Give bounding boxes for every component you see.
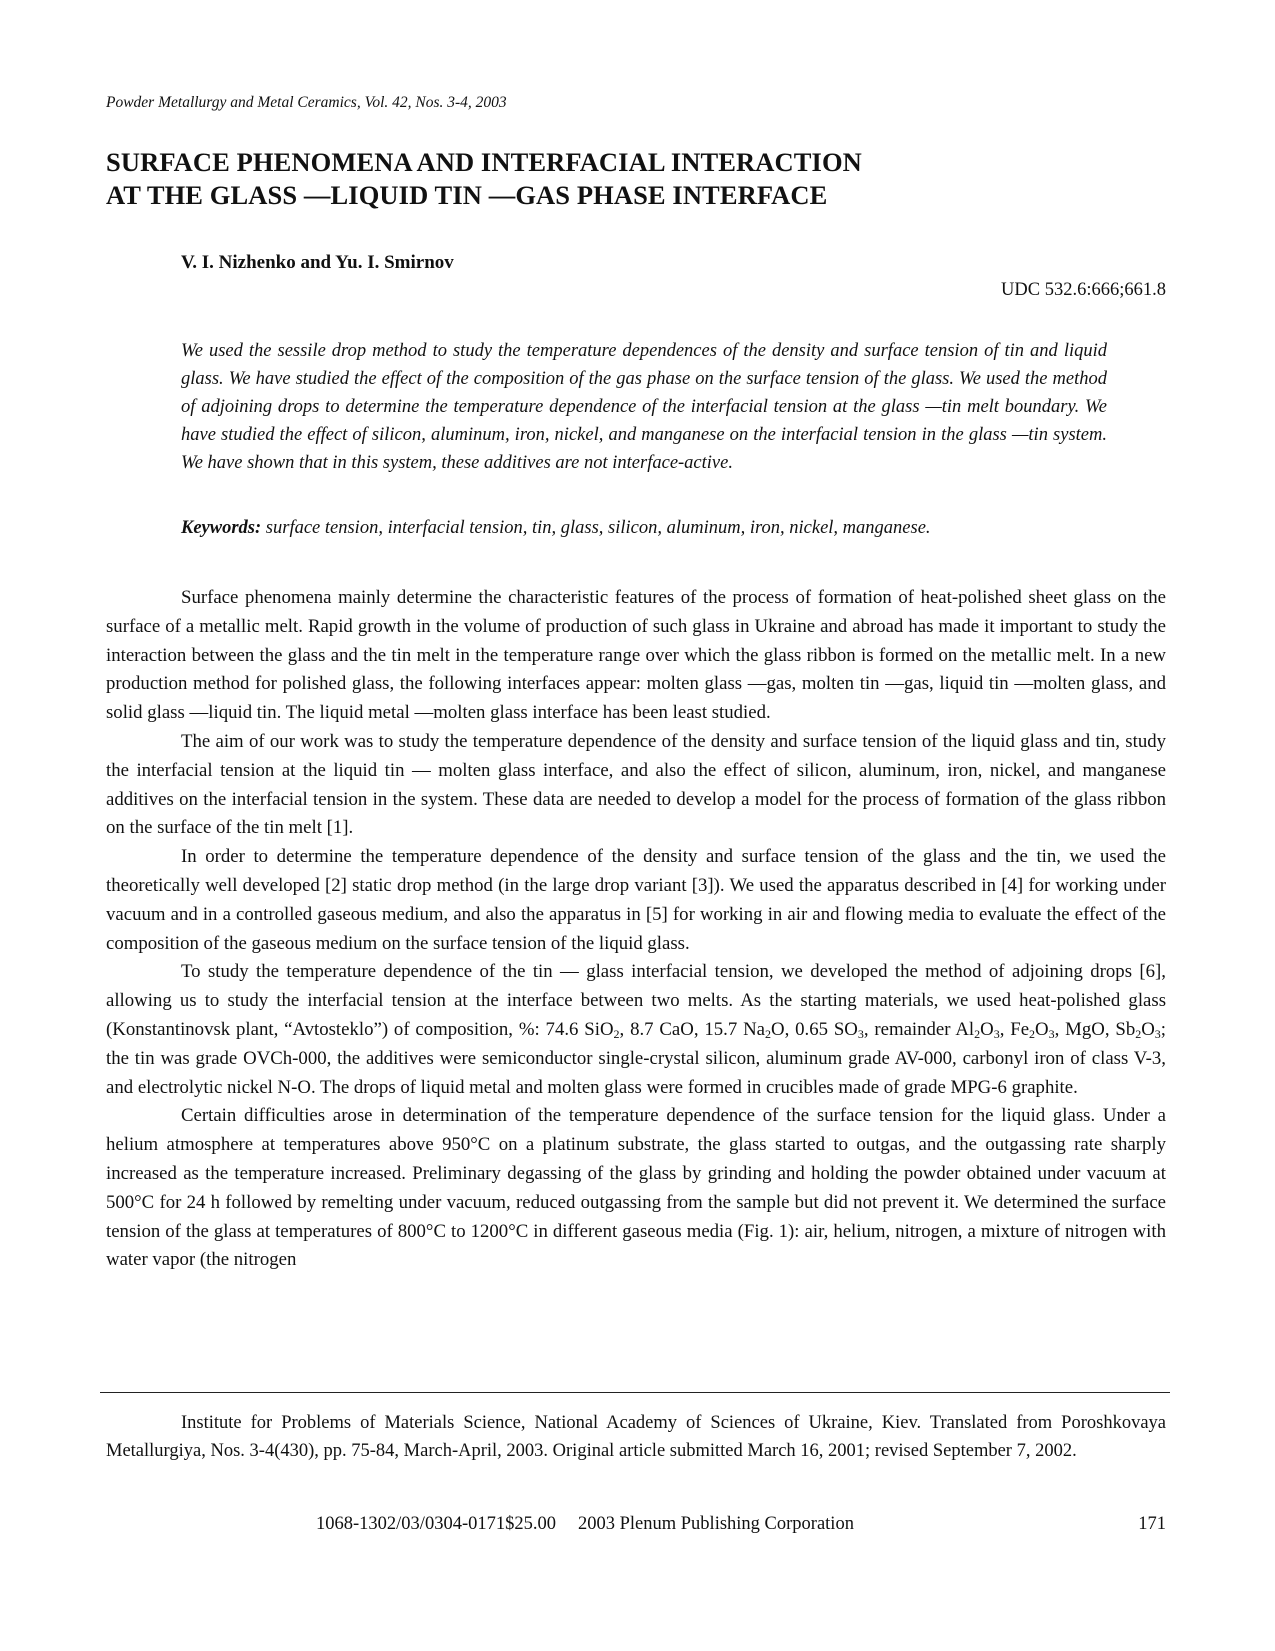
journal-citation: Powder Metallurgy and Metal Ceramics, Vol. 42, Nos. 3-4, 2003	[106, 94, 507, 111]
subscript: 3	[1048, 1026, 1055, 1041]
subscript: 3	[993, 1026, 1000, 1041]
subscript: 2	[1029, 1026, 1036, 1041]
p4-text-c: O, 0.65 SO	[771, 1018, 858, 1040]
subscript: 2	[1135, 1026, 1142, 1041]
p4-text-f: , Fe	[999, 1018, 1030, 1040]
footnote: Institute for Problems of Materials Science, National Academy of Sciences of Ukraine, Kiev. Translated from Poroshkovaya Metallurgiya, Nos. 3-4(430), pp. 75-84, March-April, 2003. Original article submitted March 16, 2001; revised September 7, 2002.	[106, 1413, 1166, 1461]
p4-text-e: O	[980, 1018, 994, 1040]
footer-publisher: 2003 Plenum Publishing Corporation	[577, 1514, 854, 1534]
udc-code: UDC 532.6:666;661.8	[1001, 280, 1166, 300]
paragraph-5: Certain difficulties arose in determination of the temperature dependence of the surface tension for the liquid glass. Under a helium atmosphere at temperatures above 950°C on a platinum substrate, the glass started to outgas, and the outgassing rate sharply increased as the temperature increased. Preliminary degassing of the glass by grinding and holding the powder obtained under vacuum at 500°C for 24 h followed by remelting under vacuum, reduced outgassing from the sample but did not prevent it. We determined the surface tension of the glass at temperatures of 800°C to 1200°C in different gaseous media (Fig. 1): air, helium, nitrogen, a mixture of nitrogen with water vapor (the nitrogen	[106, 1105, 1166, 1271]
page-number: 171	[1138, 1514, 1166, 1534]
paragraph-4	[106, 958, 1166, 1102]
subscript: 2	[974, 1026, 981, 1041]
p4-text-b: , 8.7 CaO, 15.7 Na	[619, 1018, 765, 1040]
paragraph-3: In order to determine the temperature dependence of the density and surface tension of the glass and the tin, we used the theoretically well developed [2] static drop method (in the large drop variant [3]). We used the apparatus described in [4] for working under vacuum and in a controlled gaseous medium, and also the apparatus in [5] for working in air and flowing media to evaluate the effect of the composition of the gaseous medium on the surface tension of the liquid glass.	[106, 846, 1166, 954]
keywords-text: surface tension, interfacial tension, tin, glass, silicon, aluminum, iron, nickel, manganese.	[261, 518, 931, 538]
subscript: 2	[765, 1026, 771, 1041]
keywords-label: Keywords:	[181, 518, 262, 538]
subscript: 3	[1154, 1026, 1161, 1041]
keywords	[181, 518, 1121, 539]
p4-text-g: O	[1035, 1018, 1049, 1040]
paragraph-1: Surface phenomena mainly determine the characteristic features of the process of formation of heat-polished sheet glass on the surface of a metallic melt. Rapid growth in the volume of production of such glass in Ukraine and abroad has made it important to study the interaction between the glass and the tin melt in the temperature range over which the glass ribbon is formed on the metallic melt. In a new production method for polished glass, the following interfaces appear: molten glass —gas, molten tin —gas, liquid tin —molten glass, and solid glass —liquid tin. The liquid metal —molten glass interface has been least studied.	[106, 587, 1166, 724]
body-text	[106, 584, 1166, 1275]
footnote-divider	[100, 1392, 1170, 1393]
p4-text-i: O	[1141, 1018, 1155, 1040]
subscript: 2	[613, 1026, 620, 1041]
footer-code: 1068-1302/03/0304-0171$25.00	[316, 1514, 556, 1534]
article-title	[106, 146, 1166, 212]
authors: V. I. Nizhenko and Yu. I. Smirnov	[181, 252, 454, 273]
title-line-1: SURFACE PHENOMENA AND INTERFACIAL INTERACTION	[106, 147, 862, 177]
title-line-2: AT THE GLASS —LIQUID TIN —GAS PHASE INTERFACE	[106, 180, 828, 210]
p4-text-j: ; the tin was grade OVCh-000, the additives were semiconductor single-crystal silicon, aluminum grade AV-000, carbonyl iron of class V-3, and electrolytic nickel N-O. The drops of liquid metal and molten glass were formed in crucibles made of grade MPG-6 graphite.	[106, 1018, 1167, 1098]
paragraph-2: The aim of our work was to study the temperature dependence of the density and surface tension of the liquid glass and tin, study the interfacial tension at the liquid tin — molten glass interface, and also the effect of silicon, aluminum, iron, nickel, and manganese additives on the interfacial tension in the system. These data are needed to develop a model for the process of formation of the glass ribbon on the surface of the tin melt [1].	[106, 730, 1166, 839]
p4-text-h: , MgO, Sb	[1054, 1018, 1136, 1040]
subscript: 3	[857, 1026, 864, 1041]
p4-text-d: , remainder Al	[863, 1018, 975, 1040]
footer-publication-info	[316, 1514, 854, 1535]
p4-text-a: To study the temperature dependence of the tin — glass interfacial tension, we developed the method of adjoining drops [6], allowing us to study the interfacial tension at the interface between two melts. As the starting materials, we used heat-polished glass (Konstantinovsk plant, “Avtosteklo”) of composition, %: 74.6 SiO	[106, 961, 1166, 1040]
abstract: We used the sessile drop method to study the temperature dependences of the density and surface tension of tin and liquid glass. We have studied the effect of the composition of the gas phase on the surface tension of the glass. We used the method of adjoining drops to determine the temperature dependence of the interfacial tension at the glass —tin melt boundary. We have studied the effect of silicon, aluminum, iron, nickel, and manganese on the interfacial tension in the glass —tin system. We have shown that in this system, these additives are not interface-active.	[181, 341, 1107, 473]
